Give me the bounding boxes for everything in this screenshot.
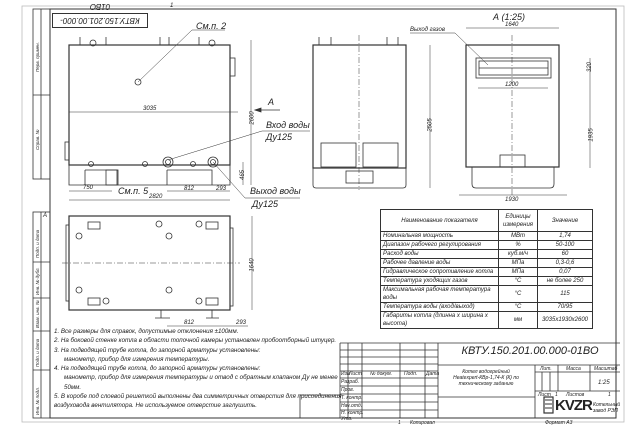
side-stamp-label: Взам. инв. № [35, 300, 40, 328]
kvzr-logo [544, 397, 553, 413]
dim-plan-812: 812 [184, 320, 195, 326]
table-row [381, 250, 593, 259]
role: Пров. [341, 387, 355, 393]
product-description: Котел водогрейный Heatexpert-КВр-1,74-К (К) по техническому заданию [453, 369, 519, 387]
row-value: 70/95 [538, 303, 593, 312]
table-row [381, 303, 593, 312]
gas-outlet-label: Выход газов [410, 27, 445, 33]
row-value: 1,74 [538, 232, 593, 241]
row-value: 60 [538, 250, 593, 259]
side-stamp-label: Подп. и дата [35, 229, 40, 258]
notes [54, 327, 344, 411]
row-value: 115 [538, 286, 593, 303]
header-unit: Единицы измерения [499, 210, 538, 232]
plan-view [62, 216, 252, 326]
front-view [65, 30, 310, 200]
dim-750: 750 [83, 185, 94, 191]
mass-label: Масса [566, 366, 581, 372]
sheet-label: Лист [538, 392, 551, 398]
row-name: Температура уходящих газов [381, 277, 499, 286]
table-row [381, 232, 593, 241]
row-name: Диапазон рабочего регулирования [381, 241, 499, 250]
role: Н. контр. [341, 410, 364, 416]
col-sign: Подп. [404, 371, 418, 377]
row-value: 0,3-0,6 [538, 259, 593, 268]
row-name: Максимальная рабочая температура воды [381, 286, 499, 303]
col-doc: № докум. [370, 371, 393, 377]
dim-320: 320 [587, 61, 594, 73]
side-view [313, 35, 406, 190]
side-stamp-label: Справ. № [35, 129, 40, 150]
role: Нач.отд. [341, 403, 363, 409]
role: Т. контр. [341, 395, 363, 401]
logo-text: KVZR [555, 397, 592, 414]
format-label: Формат А3 [545, 420, 573, 426]
col-list: Лист [349, 371, 362, 377]
side-stamp-label: Инв. № дубл. [35, 267, 40, 295]
col-izm: Изм [341, 371, 351, 377]
view-arrow-label: A [268, 97, 275, 107]
note: 2. На боковой стенке котла в области топочной камеры установлен пробоотборный штуцер. [54, 337, 337, 345]
table-row [381, 277, 593, 286]
table-row [381, 312, 593, 329]
header-value: Значение [538, 210, 593, 232]
row-name: Габариты котла (длинна х ширина х высота) [381, 312, 499, 329]
table-row [381, 241, 593, 250]
note: манометр, прибор для измерения температуры. [64, 355, 210, 363]
row-unit: МВт [499, 232, 538, 241]
row-name: Рабочее давление воды [381, 259, 499, 268]
view-a-title: А (1:25) [493, 12, 526, 22]
row-value: 0,07 [538, 268, 593, 277]
row-unit: мм [499, 312, 538, 329]
side-stamp-label: Инв. № подл. [35, 387, 40, 415]
water-inlet-label: Вход воды [266, 120, 310, 130]
row-unit: % [499, 241, 538, 250]
role: Утв. [341, 416, 353, 422]
dim-plan-293: 293 [236, 320, 247, 326]
dim-1930: 1930 [505, 197, 519, 203]
note: 1. Все размеры для справок, допустимые отклонения ±100мм. [54, 328, 239, 335]
dim-length: 3035 [143, 106, 157, 112]
dim-1200: 1200 [505, 82, 519, 88]
note: 4. На подводящей трубе котла, до запорной арматуры установлены: [54, 365, 261, 373]
header-name: Наименование показателя [381, 210, 499, 232]
row-unit: °С [499, 303, 538, 312]
note: манометр, прибор для измерения температуры и отвод с обратным клапаном Ду не менее 50мм. [64, 374, 338, 391]
row-value: 50-100 [538, 241, 593, 250]
dim-plan-width: 1640 [249, 258, 256, 272]
company-name: Котельный завод РЭП [593, 402, 621, 414]
copied-label: Копировал [410, 420, 435, 426]
side-column-marker: А [43, 213, 48, 219]
row-unit: °С [499, 286, 538, 303]
dim-2820: 2820 [149, 194, 163, 200]
row-unit: °С [499, 277, 538, 286]
row-name: Гидравлическое сопротивление котла [381, 268, 499, 277]
scale-label: Масштаб [594, 366, 618, 372]
water-outlet-dn: Ду125 [252, 199, 278, 209]
row-unit: куб.м/ч [499, 250, 538, 259]
parameters-table [380, 209, 593, 329]
view-a [410, 28, 590, 195]
dim-1640-top: 1640 [505, 22, 519, 28]
designation: КВТУ.150.201.00.000-01ВО [461, 345, 599, 357]
dim-1935: 1935 [588, 128, 595, 142]
table-header [381, 210, 593, 232]
side-stamp-top [33, 9, 50, 179]
row-name: Температура воды (вход/выход) [381, 303, 499, 312]
row-value: 3035х1930х2600 [538, 312, 593, 329]
side-stamp-label: Перв. примен. [35, 42, 40, 72]
water-inlet-dn: Ду125 [266, 132, 292, 142]
dim-height: 2600 [249, 111, 256, 125]
water-outlet-label: Выход воды [250, 186, 301, 196]
role: Разраб. [341, 379, 360, 385]
sheet-marker: 1 [170, 3, 174, 9]
dim-2505: 2505 [427, 118, 434, 132]
note: 5. В коробе под слоевой решеткой выполнены два симметричных отверстия для присоединения воздуховода вентилятора. Не используемое отверстие заглушить. [54, 393, 342, 410]
callout-top: См.п. 2 [196, 21, 227, 31]
sheet-value: 1 [555, 392, 558, 398]
dim-293: 293 [216, 186, 227, 192]
side-stamp-label: Подп. и дата [35, 338, 40, 367]
note: 3. На подводящей трубе котла, до запорной арматуры установлены: [54, 346, 261, 354]
row-unit: МПа [499, 259, 538, 268]
row-name: Номинальная мощность [381, 232, 499, 241]
sheets-value: 1 [608, 392, 611, 398]
scale-value: 1:25 [598, 380, 610, 386]
sheets-label: Листов [566, 392, 585, 398]
row-unit: МПа [499, 268, 538, 277]
table-row [381, 268, 593, 277]
callout-bottom: См.п. 5 [118, 186, 149, 196]
drawing-code-stamp: КВТУ.150.201.00.000-01ВО [52, 13, 148, 28]
row-name: Расход воды [381, 250, 499, 259]
row-value: не более 250 [538, 277, 593, 286]
lit-label: Лит. [540, 366, 552, 372]
col-date: Дата [426, 371, 440, 377]
dim-812: 812 [184, 186, 195, 192]
table-row [381, 286, 593, 303]
table-row [381, 259, 593, 268]
dim-465: 465 [240, 169, 247, 181]
copied-num: 1 [398, 420, 401, 426]
